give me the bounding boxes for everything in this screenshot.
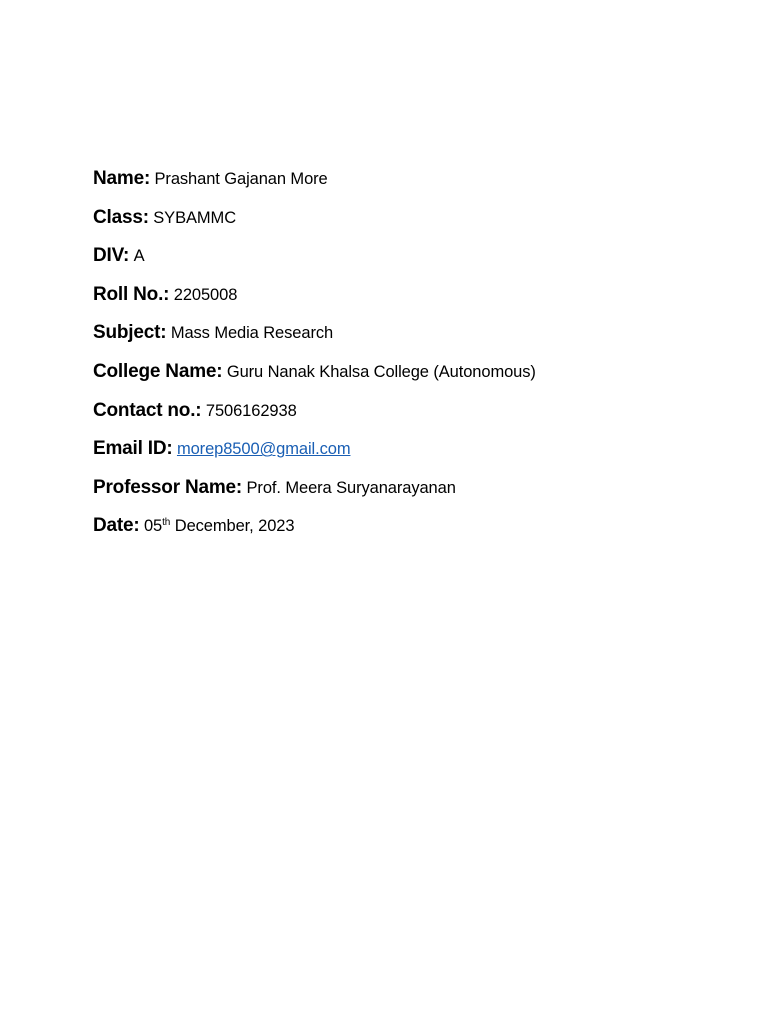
name-label: Name: [93, 168, 151, 189]
date-month-year: December, 2023 [170, 517, 295, 536]
div-value: A [133, 247, 145, 266]
contact-no-value: 7506162938 [205, 401, 297, 420]
subject-value: Mass Media Research [170, 324, 334, 343]
college-name-value: Guru Nanak Khalsa College (Autonomous) [226, 362, 536, 381]
subject-label: Subject: [93, 322, 167, 344]
date-ordinal-suffix: th [162, 517, 171, 529]
date-day: 05 [143, 517, 163, 536]
college-name-row [93, 357, 733, 396]
roll-no-value: 2205008 [173, 285, 238, 304]
email-link[interactable]: morep8500@gmail.com [176, 440, 351, 459]
professor-name-row [93, 473, 733, 512]
div-label: DIV: [93, 245, 130, 267]
contact-no-row [93, 396, 733, 435]
professor-name-label: Professor Name: [93, 476, 243, 498]
date-label: Date: [93, 515, 140, 537]
roll-no-row [93, 280, 733, 319]
college-name-label: College Name: [93, 360, 223, 382]
class-value: SYBAMMC [153, 208, 237, 227]
email-id-row [93, 434, 733, 473]
professor-name-value: Prof. Meera Suryanarayanan [246, 478, 456, 497]
contact-no-label: Contact no.: [93, 399, 202, 421]
name-value: Prashant Gajanan More [154, 170, 328, 188]
date-row [93, 511, 733, 550]
date-value [144, 517, 294, 535]
student-details [93, 164, 733, 550]
div-row [93, 241, 733, 280]
class-label: Class: [93, 206, 149, 228]
subject-row [93, 318, 733, 357]
class-row [93, 203, 733, 242]
name-row [93, 164, 733, 203]
email-id-label: Email ID: [93, 438, 173, 460]
roll-no-label: Roll No.: [93, 283, 170, 305]
